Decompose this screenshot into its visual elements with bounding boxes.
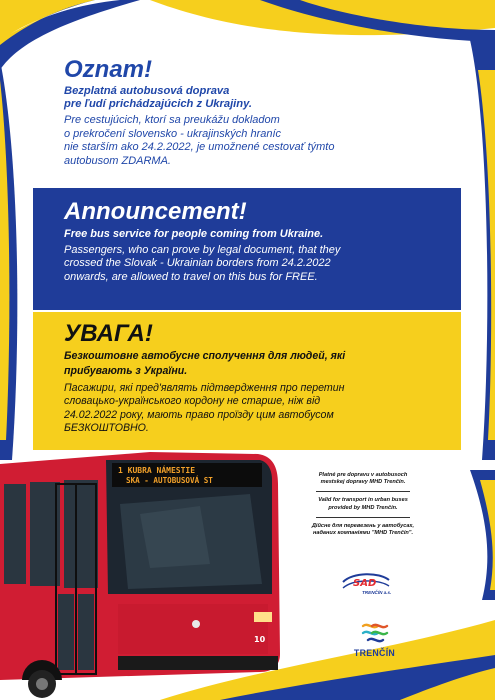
ukrainian-subtitle-line2: прибувають з України. <box>64 365 188 378</box>
validity-en-line2: provided by MHD Trenčín. <box>328 504 398 511</box>
english-body-line: onwards, are allowed to travel on this bus for FREE. <box>64 270 318 283</box>
english-subtitle: Free bus service for people coming from Ukraine. <box>64 228 324 240</box>
trencin-city-name: TRENČÍN <box>353 648 396 658</box>
bus-fleet-number: 10 <box>254 635 266 644</box>
ukrainian-body-line: БЕЗКОШТОВНО. <box>64 422 149 435</box>
slovak-announcement <box>33 52 461 186</box>
ukrainian-body <box>64 382 461 436</box>
slovak-title: Oznam! <box>64 56 153 83</box>
validity-sk-line2: mestskej dopravy MHD Trenčín. <box>320 479 406 486</box>
ukrainian-subtitle-line1: Безкоштовне автобусне сполучення для людей, які <box>64 350 346 362</box>
ukrainian-body-line: словацько-українського кордону не старше, ніж від <box>64 395 321 408</box>
ukrainian-body-line: Пасажири, які пред'являть підтвердження про перетин <box>64 381 345 394</box>
english-body-line: crossed the Slovak - Ukrainian borders from 24.2.2022 <box>64 257 331 270</box>
ukrainian-announcement <box>33 312 461 450</box>
bus-photo <box>0 444 285 700</box>
sad-logo-icon <box>339 570 391 602</box>
english-body-line: Passengers, who can prove by legal document, that they <box>64 244 341 256</box>
slovak-subtitle-line1: Bezplatná autobusová doprava <box>64 85 230 97</box>
bus-destination-line2: SKA - AUTOBUSOVÁ ST <box>126 476 213 485</box>
ukrainian-body-line: 24.02.2022 року, мають право проїзду цим автобусом <box>64 408 334 421</box>
sad-logo-mark: SAD <box>353 578 377 589</box>
validity-note <box>278 472 448 537</box>
validity-sk-line1: Platné pre dopravu v autobusoch <box>318 472 408 478</box>
english-body <box>64 244 461 284</box>
slovak-body <box>64 114 461 168</box>
validity-ua-line1: Дійсне для перевезень у автобусах, <box>311 522 415 529</box>
validity-ua-line2: наданих компаніями "MHD Trenčín". <box>312 530 414 537</box>
slovak-body-line: autobusom ZDARMA. <box>64 154 171 167</box>
english-announcement <box>33 188 461 310</box>
slovak-body-line: nie starším ako 24.2.2022, je umožnené cestovať týmto <box>64 141 335 154</box>
trencin-city-logo-icon <box>360 620 390 644</box>
slovak-body-line: o prekročení slovensko - ukrajinských hraníc <box>64 127 282 140</box>
slovak-body-line: Pre cestujúcich, ktorí sa preukážu dokladom <box>64 114 280 126</box>
sad-company-name: TRENČÍN a.s. <box>362 590 392 595</box>
ukrainian-title: УВАГА! <box>64 320 153 347</box>
slovak-subtitle-line2: pre ľudí prichádzajúcich z Ukrajiny. <box>64 98 253 110</box>
english-title: Announcement! <box>64 198 247 225</box>
validity-en-line1: Valid for transport in urban buses <box>318 497 408 504</box>
divider <box>316 517 410 518</box>
bus-destination-line1: 1 KUBRA NÁMESTIE <box>118 466 196 475</box>
divider <box>316 491 410 492</box>
